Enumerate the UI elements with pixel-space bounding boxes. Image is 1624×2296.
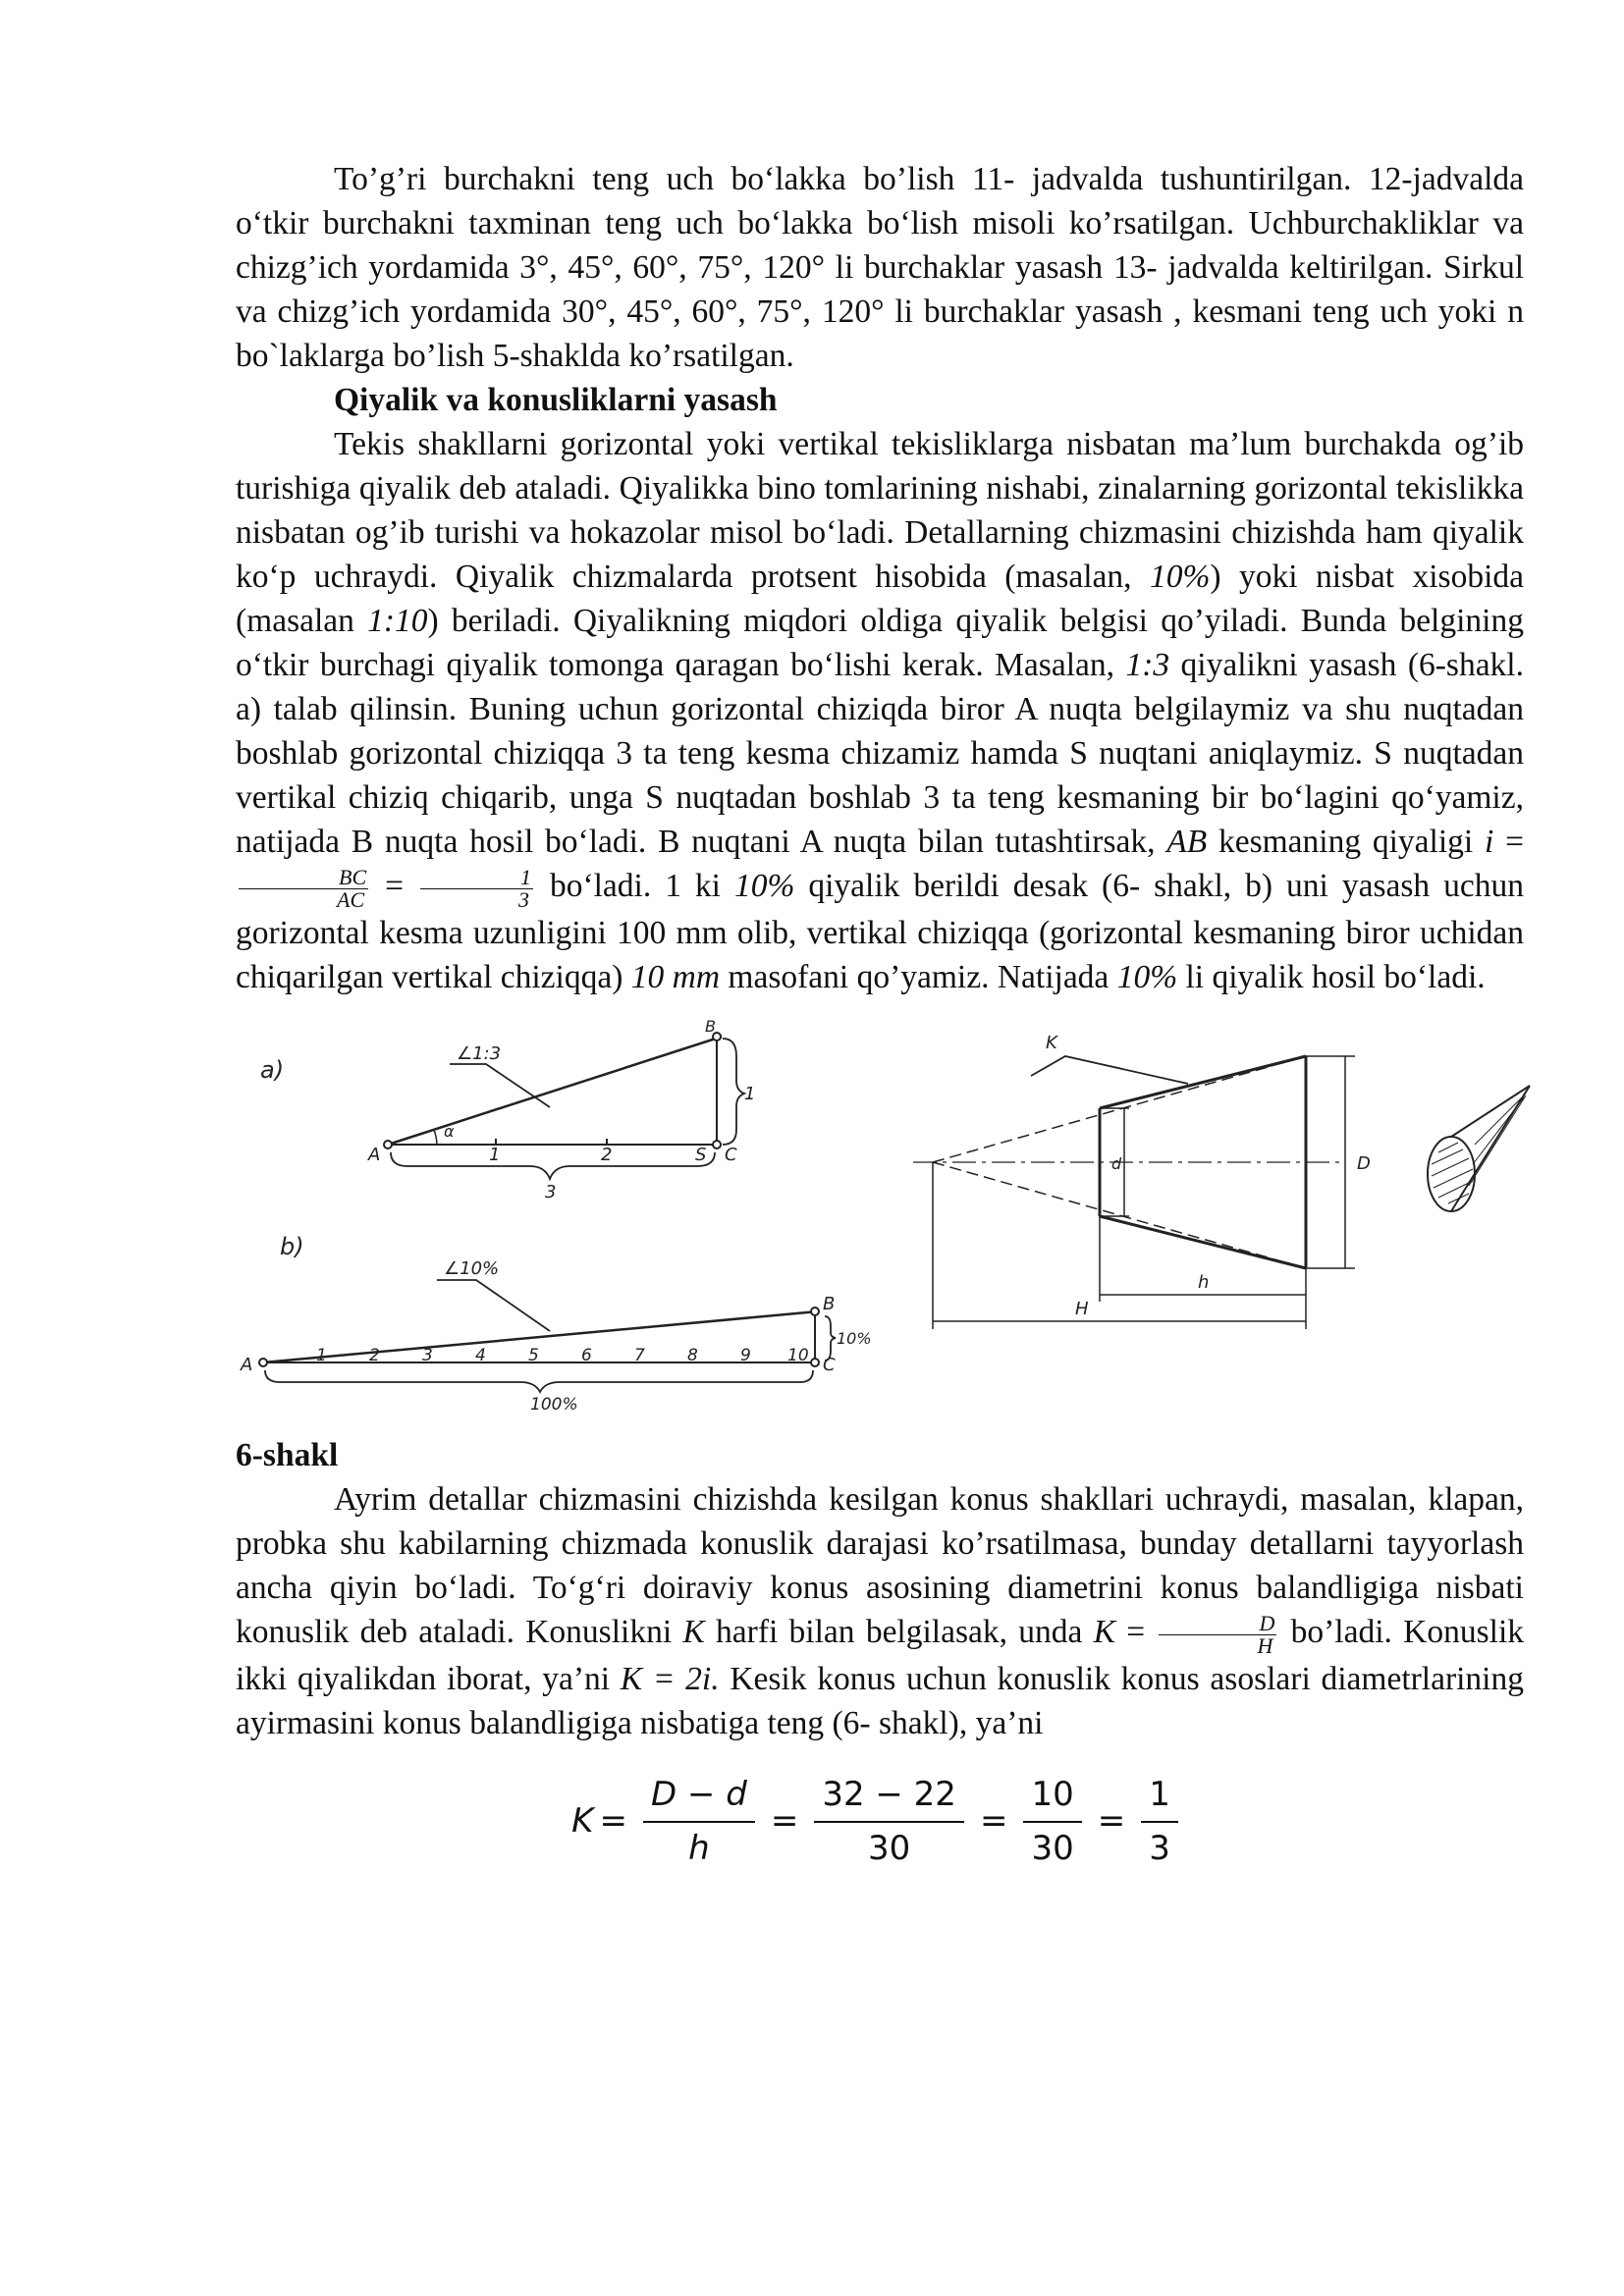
p2-text: li qiyalik hosil bo‘ladi. [1177,958,1486,995]
slope-label-a: ∠1:3 [457,1042,502,1064]
tick-label: 6 [581,1345,592,1365]
K-leader [1031,1056,1188,1084]
frac-den: 3 [517,886,529,912]
axis-projection-lower [933,1162,1306,1268]
p2-text: ) yoki nisbat xisobida (masalan [236,559,1524,639]
p3-italic: K [1093,1613,1116,1650]
page [236,157,1524,1871]
point-a [259,1359,267,1366]
formula-num: 1 [1141,1773,1178,1823]
point-a [384,1141,392,1148]
tick-label: 4 [475,1345,486,1365]
p2-text: masofani qo’yamiz. Natijada [720,958,1117,995]
equals-sign: = [770,1801,799,1842]
tick-label: 10 [787,1345,809,1365]
brace-100 [265,1370,813,1392]
formula-num: 10 [1023,1773,1081,1823]
tick-label: 1 [316,1345,327,1365]
cone-shade-line [1469,1095,1526,1186]
cone-shade-line [1473,1097,1524,1164]
equals-sign: = [1097,1801,1126,1842]
one-label: 1 [744,1083,756,1104]
paragraph-2: Tekis shakllarni gorizontal yoki vertikal tekisliklarga nisbatan ma’lum burchakda og’ib turishiga qiyalik deb ataladi. Qiyalikka bino tomlarining nishabi, zinalarning gorizontal tekislikka nisbatan og’ib turishi va hokazolar misol bo‘ladi. Detallarning chizmasini chizishda ham qiyalik ko‘p uchraydi. Qiyalik chizmalarda protsent hisobida (masalan, 10%) yoki nisbat xisobida (masalan 1:10) beriladi. Qiyalikning miqdori oldiga qiyalik belgisi qo’yiladi. Bunda belgining o‘tkir burchagi qiyalik tomonga qaragan bo‘lishi kerak. Masalan, 1:3 qiyalikni yasash (6-shakl. a) talab qilinsin. Buning uchun gorizontal chiziqda biror A nuqta belgilaymiz va shu nuqtadan boshlab gorizontal chiziqqa 3 ta teng kesma chizamiz hamda S nuqtani aniqlaymiz. S nuqtadan vertikal chiziq chiqarib, unga S nuqtadan boshlab 3 ta teng kesmaning bir bo‘lagini qo‘yamiz, natijada B nuqta hosil bo‘ladi. B nuqtani A nuqta bilan tutashtirsak, AB kesmaning qiyaligi i = $\frac{BC}{AC}$ = $\frac{1}{3}$ bo‘ladi. 1 ki 10% qiyalik berildi desak (6- shakl, b) uni yasash uchun gorizontal kesma uzunligini 100 mm olib, vertikal chiziqqa (gorizontal kesmaning biror uchidan chiqarilgan vertikal chiziqqa) 10 mm masofani qo’yamiz. Natijada 10% li qiyalik hosil bo‘ladi. [236,426,1524,995]
p3-text: harfi bilan belgilasak, unda [704,1613,1094,1650]
p2-text: ) beriladi. Qiyalikning miqdori oldiga qiyalik belgisi qo’yiladi. Bunda belgining o‘tkir burchagi qiyalik tomonga qaragan bo‘lishi kerak. Masalan, [236,603,1524,683]
tick-label: 3 [422,1345,433,1365]
cone-side-upper [1100,1056,1306,1108]
hatch-line [1438,1143,1458,1152]
figure-6 [236,1017,1524,1429]
frac-den: H [1257,1632,1273,1658]
paragraph-1-text: To’g’ri burchakni teng uch bo‘lakka bo’lish 11- jadvalda tushuntirilgan. 12-jadvalda o‘tkir burchakni taxminan teng uch bo‘lakka bo‘lish misoli ko’rsatilgan. Uchburchakliklar va chizg’ich yordamida 3°, 45°, 60°, 75°, 120° li burchaklar yasash 13- jadvalda keltirilgan. Sirkul va chizg’ich yordamida 30°, 45°, 60°, 75°, 120° li burchaklar yasash , kesmani teng uch yoki n bo`laklarga bo’lish 5-shaklda ko’rsatilgan. [236,161,1524,374]
label-a: a) [260,1055,285,1084]
point-b-label: B [705,1016,716,1036]
frac-num: BC [239,867,368,889]
formula-K: K [571,1801,594,1842]
tick-label: 7 [634,1345,645,1365]
point-c-label: C [725,1144,737,1165]
formula-den: h [688,1828,710,1868]
point-c-label-b: C [823,1354,836,1375]
h-label: h [1198,1271,1210,1293]
axis-projection-upper [933,1056,1306,1162]
p3-text: Kesik konus uchun konuslik konus asoslari diametrlarining ayirmasini konus balandligiga nisbatiga teng (6- shakl), ya’ni [236,1660,1524,1741]
p2-text: qiyalikni yasash (6-shakl. a) talab qilinsin. Buning uchun gorizontal chiziqda biror A nuqta belgilaymiz va shu nuqtadan boshlab gorizontal chiziqqa 3 ta teng kesma chizamiz hamda S nuqtani aniqlaymiz. S nuqtadan vertikal chiziq chiqarib, unga S nuqtadan boshlab 3 ta teng kesmaning bir bo‘lagini qo‘yamiz, natijada B nuqta hosil bo‘ladi. B nuqtani A nuqta bilan tutashtirsak, [236,647,1524,860]
tick-label: 9 [740,1345,751,1365]
leader-line-a [450,1064,550,1107]
ten-percent-label: 10% [837,1328,872,1348]
point-e [811,1308,819,1315]
paragraph-1 [236,157,1524,378]
tick-label: 5 [528,1345,539,1365]
slope-symbol: i [1485,824,1494,860]
section-heading: Qiyalik va konusliklarni yasash [334,382,778,418]
fraction-d-h [1159,1610,1276,1658]
leader-line-b [437,1280,550,1331]
cone-side-lower [1100,1216,1306,1268]
p2-italic: AB [1166,824,1208,860]
formula-den: 30 [1031,1828,1074,1868]
frac-den: AC [337,886,365,912]
taper-formula [236,1773,1524,1871]
label-b: b) [280,1232,304,1260]
p2-italic: 10% [1116,958,1178,995]
p2-text: Tekis shakllarni gorizontal yoki vertikal tekisliklarga nisbatan ma’lum burchakda og’ib turishiga qiyalik deb ataladi. Qiyalikka bino tomlarining nishabi, zinalarning gorizontal tekislikka nisbatan og’ib turishi va hokazolar misol bo‘ladi. Detallarning chizmasini chizishda ham qiyalik ko‘p uchraydi. Qiyalik chizmalarda protsent hisobida (masalan, [236,426,1524,595]
p2-text: bo‘ladi. 1 ki [535,868,734,904]
p2-italic: 1:10 [367,603,428,639]
tick-label: 2 [601,1144,613,1165]
fraction-bc-ac [239,864,368,912]
p2-italic: 1:3 [1125,647,1170,683]
K-label: K [1046,1032,1057,1053]
paragraph-3: Ayrim detallar chizmasini chizishda kesilgan konus shakllari uchraydi, masalan, klapan, probka shu kabilarning chizmada konuslik darajasi ko’rsatilmasa, bunday detallarni tayyorlash ancha qiyin bo‘ladi. To‘g‘ri doiraviy konus asosining diametrini konus balandligiga nisbati konuslik deb ataladi. Konuslikni K harfi bilan belgilasak, unda K = $\frac{D}{H}$ bo’ladi. Konuslik ikki qiyalikdan iborat, ya’ni K = 2i. Kesik konus uchun konuslik konus asoslari diametrlarining ayirmasini konus balandligiga nisbatiga teng (6- shakl), ya’ni [236,1480,1525,1741]
tick-label: 1 [489,1144,501,1165]
equals-sign: = [979,1801,1008,1842]
formula-fraction [643,1773,755,1871]
p2-text: kesmaning qiyaligi [1207,824,1485,860]
p2-text: qiyalik berildi desak (6- shakl, b) uni yasash uchun gorizontal kesma uzunligini 100 mm olib, vertikal chiziqqa (gorizontal kesmaning biror uchidan chiqarilgan vertikal chiziqqa) [236,868,1524,995]
tick-label: 2 [369,1345,380,1365]
point-c [811,1359,819,1366]
point-s-label: S [695,1144,707,1165]
point-e-label: B [823,1293,836,1314]
frac-num: D [1159,1613,1276,1635]
p2-italic: 10 mm [630,958,721,995]
p2-italic: 10% [733,868,795,904]
brace-1 [723,1039,744,1145]
formula-fraction [1141,1773,1178,1871]
p3-italic: K = 2i. [620,1660,720,1697]
formula-den: 3 [1149,1828,1170,1868]
cone-3d-sketch [1428,1086,1530,1211]
formula-num: 32 − 22 [814,1773,964,1823]
equals-sign: = [599,1801,627,1842]
formula-num: D − d [643,1773,755,1823]
brace-3 [391,1152,715,1179]
slope-line-b [263,1311,818,1362]
alpha-label: α [444,1121,455,1141]
slope-line-a [388,1037,722,1145]
point-a-label-b: A [241,1354,253,1375]
tick-label: 8 [687,1345,698,1365]
H-label: H [1075,1298,1089,1319]
frac-num: 1 [420,867,533,889]
hundred-percent-label: 100% [530,1394,578,1415]
d-label: d [1111,1153,1122,1173]
D-label: D [1357,1152,1371,1174]
formula-fraction [1023,1773,1081,1871]
fraction-one-third [420,864,533,912]
p3-italic: K [682,1613,705,1650]
hatch-line [1432,1149,1463,1164]
p3-text: Ayrim detallar chizmasini chizishda kesilgan konus shakllari uchraydi, masalan, klapan, probka shu kabilarning chizmada konuslik darajasi ko’rsatilmasa, bunday detallarni tayyorlash ancha qiyin bo‘ladi. To‘g‘ri doiraviy konus asosining diametrini konus balandligiga nisbati konuslik deb ataladi. Konuslikni [236,1480,1524,1650]
tick-label: 3 [545,1181,557,1202]
formula-fraction [814,1773,964,1871]
p2-italic: 10% [1150,559,1211,595]
cone-diagram [913,1017,1532,1429]
point-a-label: A [368,1144,381,1165]
formula-den: 30 [868,1828,911,1868]
p3-text: bo’ladi. Konuslik ikki qiyalikdan iborat, ya’ni [236,1613,1525,1697]
slope-diagram [236,1017,884,1429]
point-s [713,1141,721,1148]
figure-caption: 6-shakl [236,1436,339,1473]
slope-label-b: ∠10% [444,1257,500,1279]
alpha-arc [434,1130,437,1145]
